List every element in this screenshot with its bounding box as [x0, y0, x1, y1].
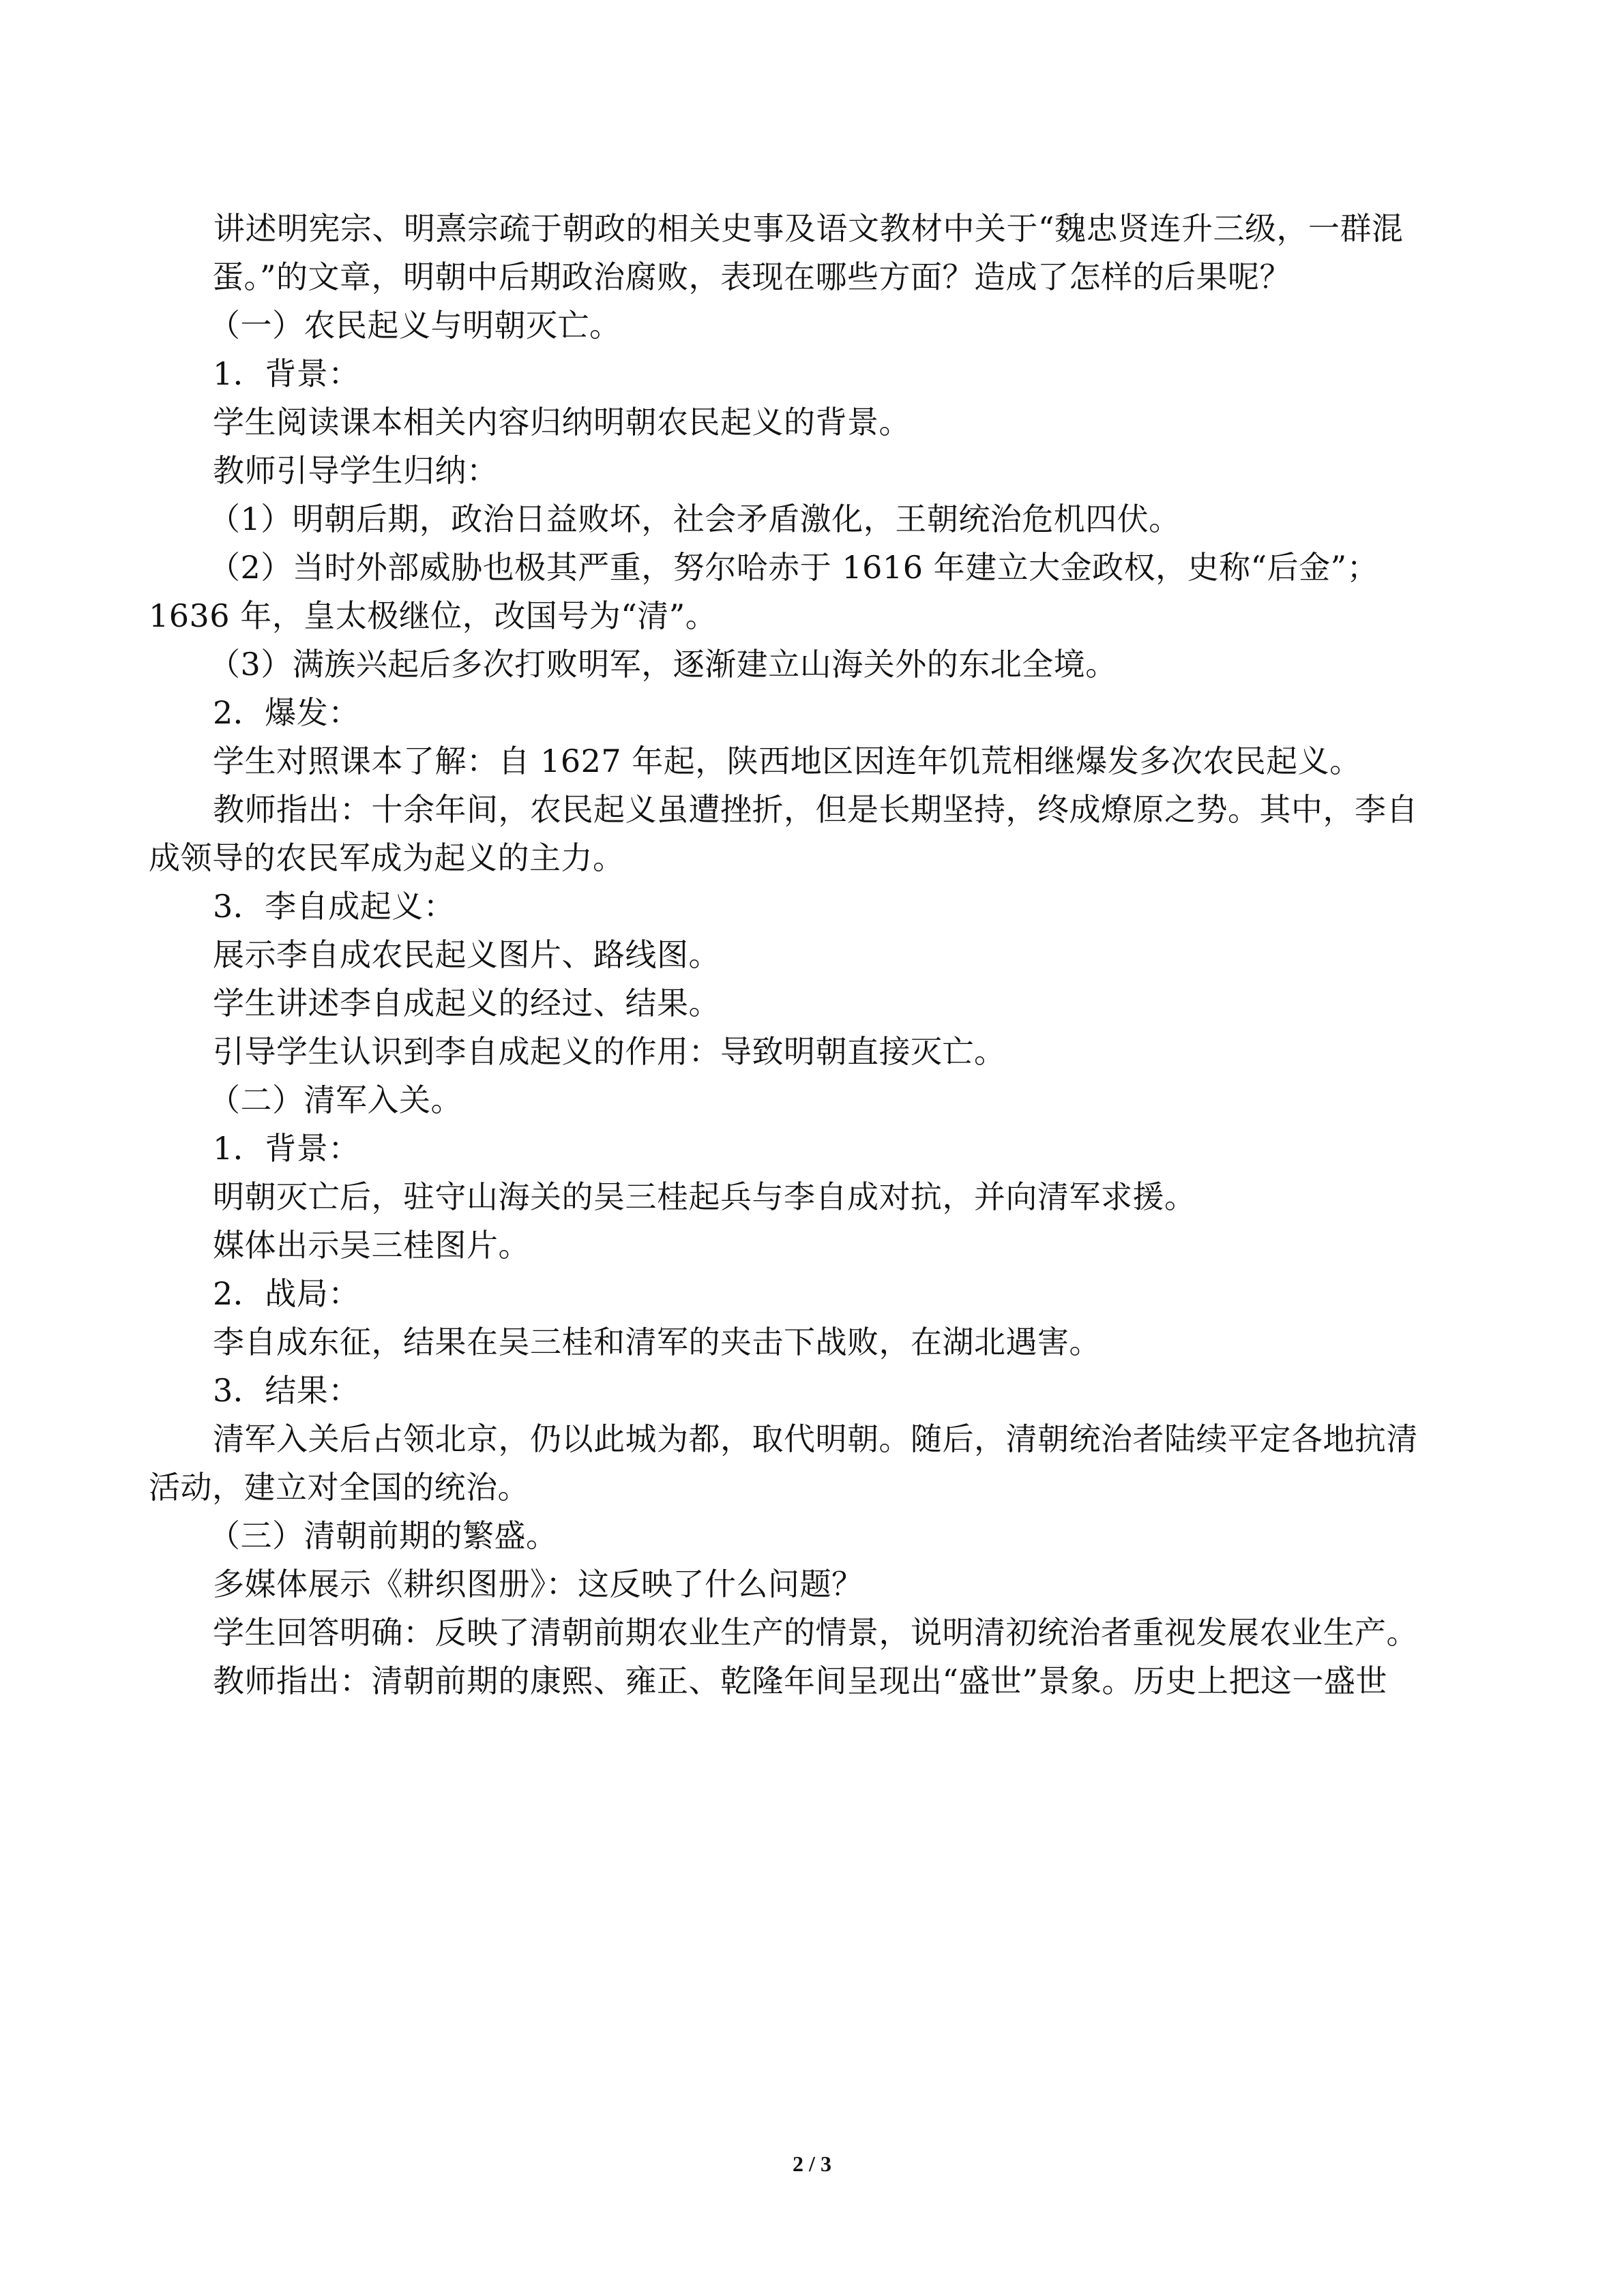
text-line: （三）清朝前期的繁盛。 [209, 1517, 558, 1554]
text-line: （二）清军入关。 [209, 1082, 462, 1118]
text-line: 3．结果： [213, 1372, 360, 1409]
subheading [213, 1124, 1475, 1173]
text-line: 教师引导学生归纳： [213, 452, 499, 489]
text-line: 清军入关后占领北京，仍以此城为都，取代明朝。随后，清朝统治者陆续平定各地抗清 [213, 1420, 1418, 1457]
paragraph [213, 931, 1475, 979]
paragraph [149, 1415, 1475, 1512]
text-line: （一）农民起义与明朝灭亡。 [209, 307, 621, 344]
subheading [213, 1270, 1475, 1318]
paragraph [213, 1609, 1475, 1657]
list-item [209, 640, 1475, 689]
text-line: 学生对照课本了解：自 1627 年起，陕西地区因连年饥荒相继爆发多次农民起义。 [213, 743, 1361, 779]
text-line: 李自成东征，结果在吴三桂和清军的夹击下战败，在湖北遇害。 [213, 1324, 1101, 1360]
text-line: 教师指出：清朝前期的康熙、雍正、乾隆年间呈现出“盛世”景象。历史上把这一盛世 [213, 1663, 1388, 1699]
text-line: 活动，建立对全国的统治。 [149, 1469, 529, 1506]
subheading [213, 689, 1475, 737]
body-text [149, 205, 1475, 1705]
paragraph [149, 786, 1475, 882]
subheading [213, 882, 1475, 931]
paragraph [213, 447, 1475, 495]
text-line: 蛋。”的文章，明朝中后期政治腐败，表现在哪些方面？造成了怎样的后果呢？ [212, 258, 1292, 295]
paragraph [213, 1657, 1475, 1705]
paragraph-intro [213, 205, 1475, 301]
text-line: 1．背景： [213, 355, 360, 392]
list-item [209, 495, 1475, 543]
subheading [213, 1367, 1475, 1415]
text-line: 3．李自成起义： [213, 888, 456, 925]
text-line: 引导学生认识到李自成起义的作用：导致明朝直接灭亡。 [213, 1033, 1006, 1070]
paragraph [213, 979, 1475, 1028]
text-line: 多媒体展示《耕织图册》：这反映了什么问题？ [213, 1566, 863, 1602]
text-line: 成领导的农民军成为起义的主力。 [149, 839, 625, 876]
text-line: 学生回答明确：反映了清朝前期农业生产的情景，说明清初统治者重视发展农业生产。 [213, 1614, 1418, 1651]
text-line: 2．爆发： [213, 694, 360, 731]
paragraph [213, 398, 1475, 447]
paragraph [213, 1028, 1475, 1076]
text-line: （1）明朝后期，政治日益败坏，社会矛盾激化，王朝统治危机四伏。 [209, 501, 1181, 537]
text-line: 明朝灭亡后，驻守山海关的吴三桂起兵与李自成对抗，并向清军求援。 [213, 1178, 1196, 1215]
text-line: 1636 年，皇太极继位，改国号为“清”。 [149, 597, 718, 634]
text-line: 学生阅读课本相关内容归纳明朝农民起义的背景。 [213, 404, 911, 441]
text-line: （2）当时外部威胁也极其严重，努尔哈赤于 1616 年建立大金政权，史称“后金”； [209, 549, 1379, 586]
paragraph [213, 1221, 1475, 1270]
text-line: （3）满族兴起后多次打败明军，逐渐建立山海关外的东北全境。 [209, 646, 1117, 683]
text-line: 展示李自成农民起义图片、路线图。 [213, 936, 720, 973]
paragraph [213, 1173, 1475, 1221]
text-line: 媒体出示吴三桂图片。 [213, 1227, 530, 1264]
text-line: 2．战局： [213, 1275, 360, 1312]
subheading [213, 350, 1475, 398]
paragraph [213, 1318, 1475, 1367]
paragraph [213, 737, 1475, 786]
section-heading-3 [209, 1512, 1475, 1560]
text-line: 教师指出：十余年间，农民起义虽遭挫折，但是长期坚持，终成燎原之势。其中，李自 [213, 791, 1418, 828]
text-line: 学生讲述李自成起义的经过、结果。 [213, 985, 720, 1022]
section-heading-2 [209, 1076, 1475, 1124]
text-line: 讲述明宪宗、明熹宗疏于朝政的相关史事及语文教材中关于“魏忠贤连升三级，一群混 [213, 210, 1404, 247]
text-line: 1．背景： [213, 1130, 360, 1167]
section-heading-1 [209, 301, 1475, 350]
list-item [149, 543, 1475, 640]
page-number: 2 / 3 [793, 2151, 831, 2176]
paragraph [213, 1560, 1475, 1609]
